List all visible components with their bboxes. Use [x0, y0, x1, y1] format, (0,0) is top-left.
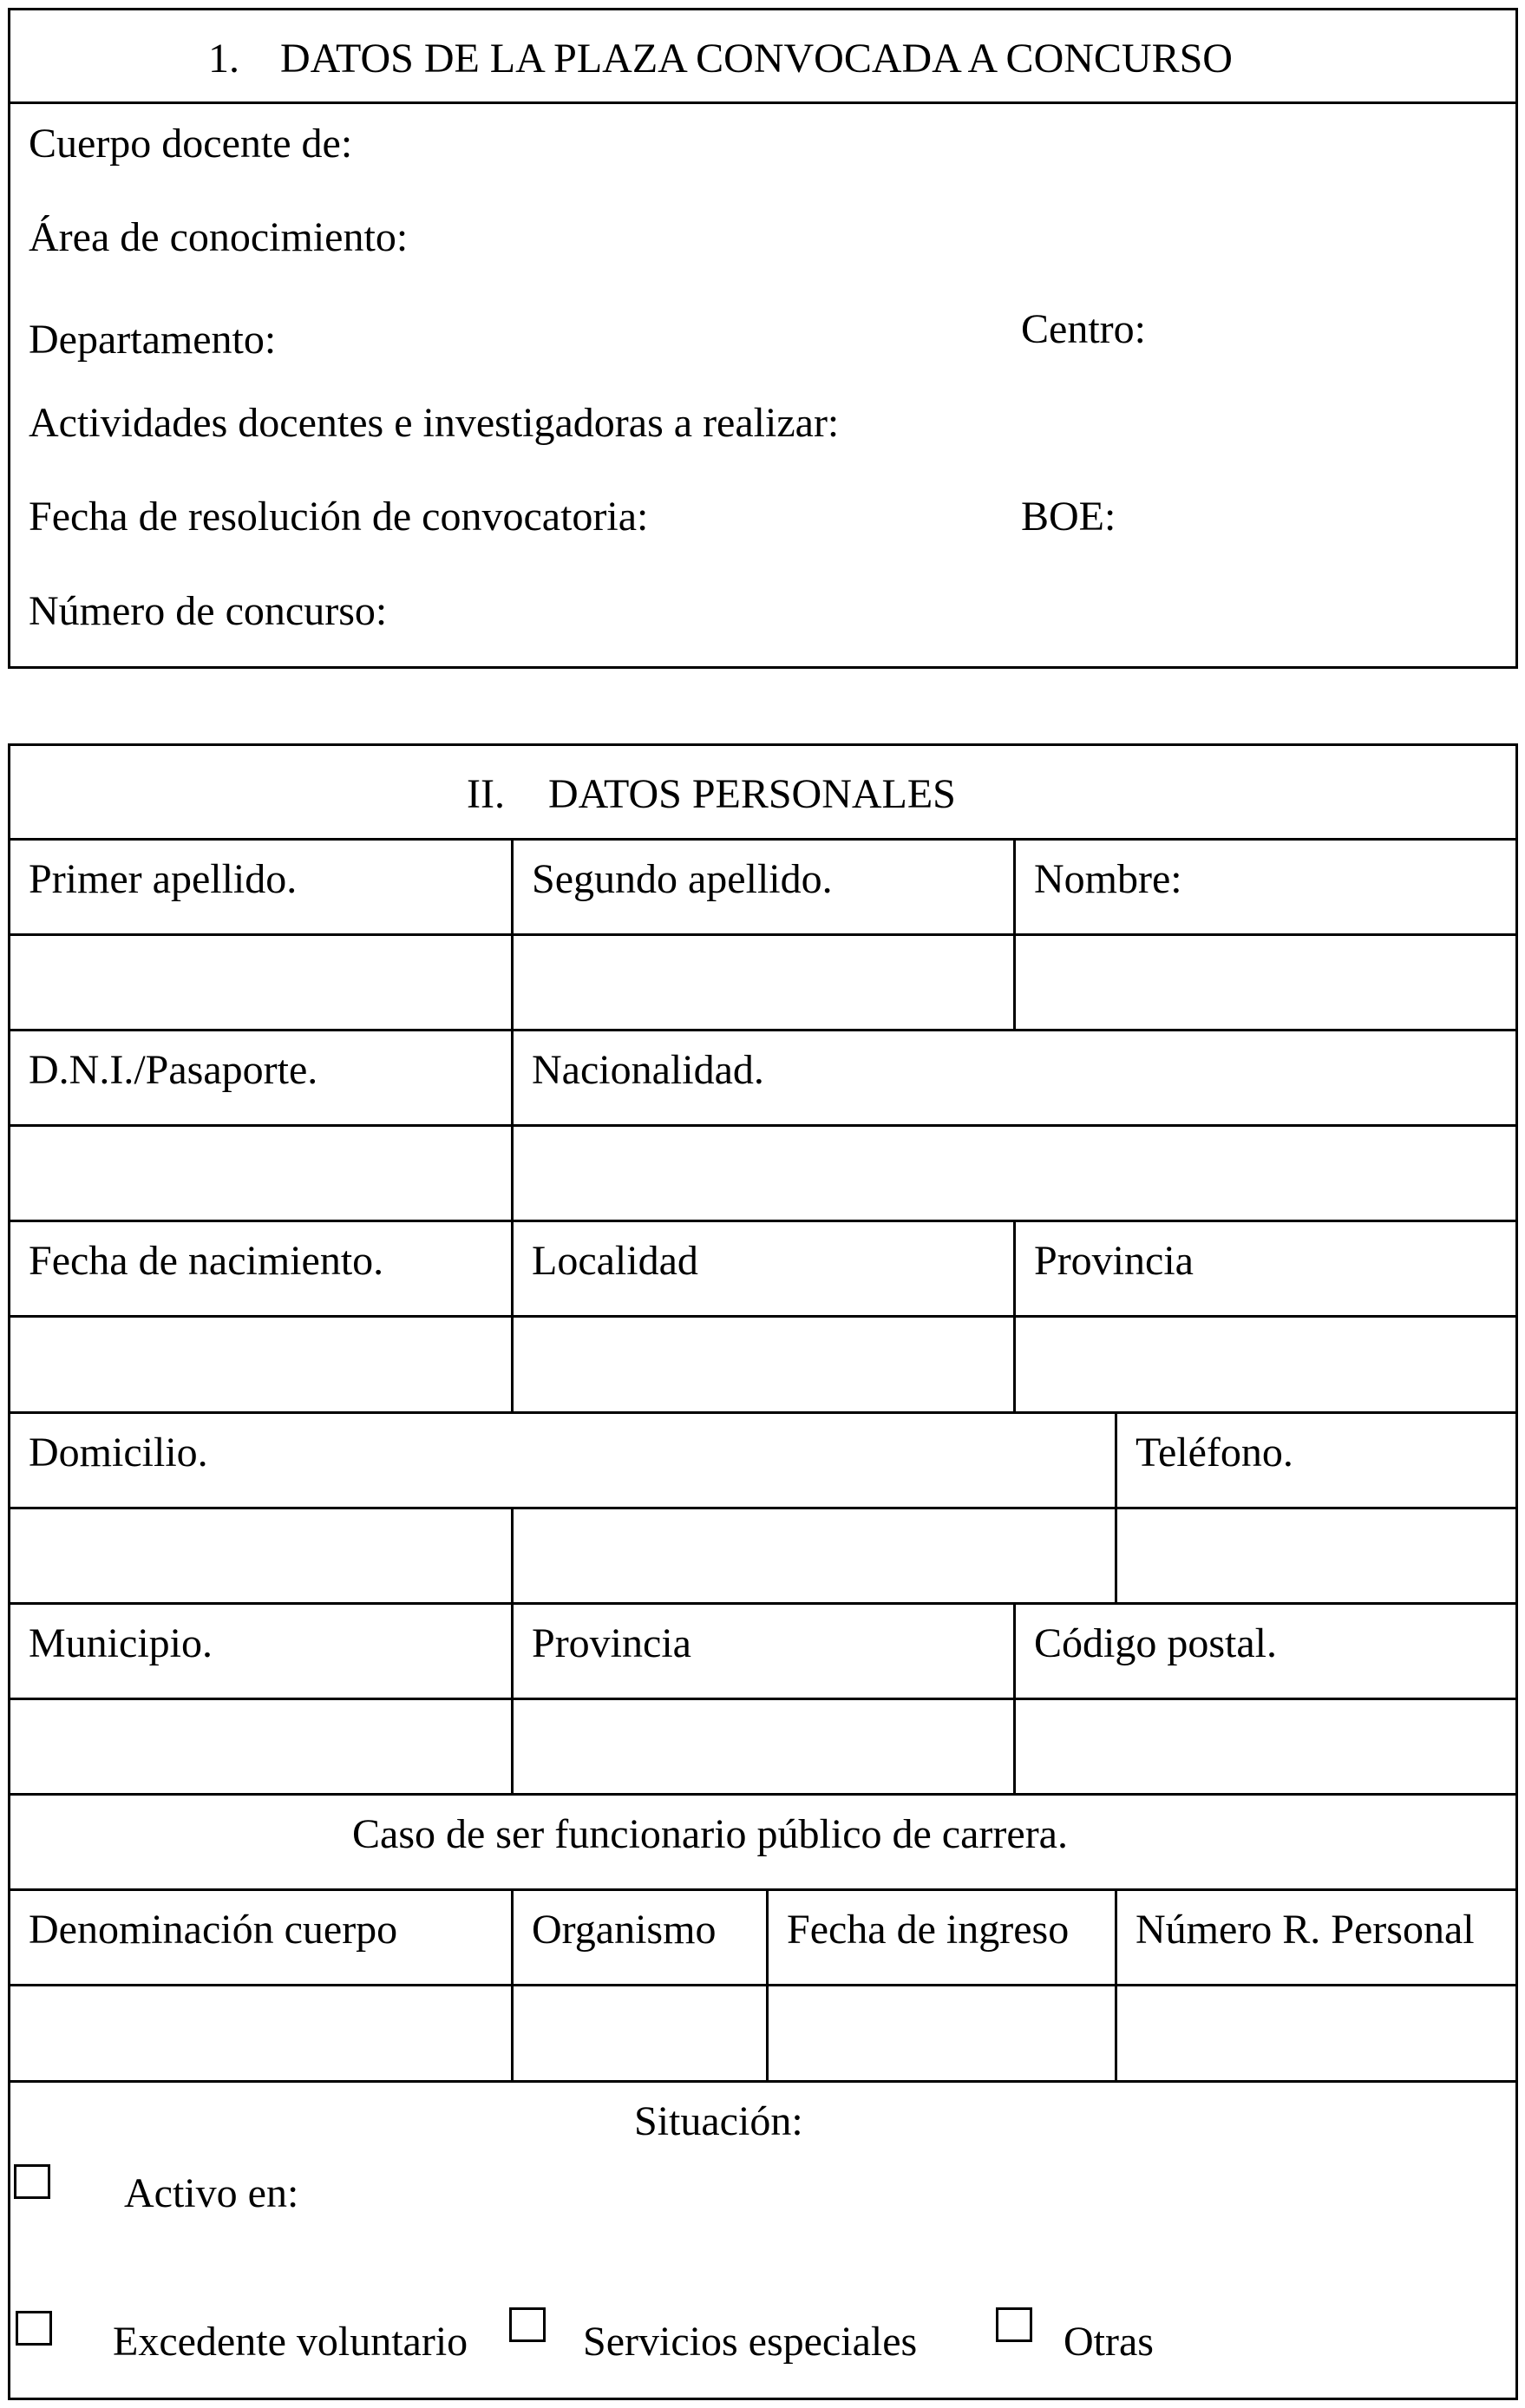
municipio-label: Municipio. [29, 1620, 213, 1666]
col-divider [511, 1507, 514, 1602]
row-divider [8, 933, 1518, 936]
telefono-label: Teléfono. [1136, 1430, 1293, 1476]
departamento-label: Departamento: [29, 317, 277, 363]
col-divider [511, 1602, 514, 1793]
section2-number: II. [467, 771, 505, 817]
row-divider [8, 1220, 1518, 1222]
section1-number: 1. [208, 36, 239, 82]
row-divider [8, 1315, 1518, 1318]
servicios-checkbox[interactable] [509, 2307, 546, 2342]
actividades-label: Actividades docentes e investigadoras a realizar: [29, 400, 840, 446]
col-divider [511, 1888, 514, 2080]
section1-header-divider [8, 101, 1518, 104]
col-divider [511, 838, 514, 1029]
row-divider [8, 2080, 1518, 2083]
activo-checkbox[interactable] [14, 2164, 50, 2199]
col-divider [511, 1220, 514, 1411]
activo-label: Activo en: [124, 2170, 299, 2216]
col-divider [511, 1029, 514, 1220]
numero-registro-label: Número R. Personal [1136, 1907, 1475, 1953]
col-divider [1115, 1411, 1117, 1602]
codigo-postal-label: Código postal. [1034, 1620, 1278, 1666]
area-conocimiento-label: Área de conocimiento: [29, 214, 409, 260]
funcionario-heading: Caso de ser funcionario público de carrera. [352, 1811, 1068, 1857]
row-divider [8, 1984, 1518, 1986]
row-divider [8, 1124, 1518, 1127]
situacion-label: Situación: [634, 2098, 803, 2144]
otras-checkbox[interactable] [996, 2307, 1032, 2342]
col-divider [1013, 1220, 1016, 1411]
col-divider [766, 1888, 769, 2080]
otras-label: Otras [1064, 2319, 1154, 2365]
section1-title: DATOS DE LA PLAZA CONVOCADA A CONCURSO [280, 36, 1233, 82]
excedente-label: Excedente voluntario [113, 2319, 468, 2365]
row-divider [8, 1793, 1518, 1796]
row-divider [8, 1602, 1518, 1605]
cuerpo-docente-label: Cuerpo docente de: [29, 121, 353, 167]
denominacion-cuerpo-label: Denominación cuerpo [29, 1907, 398, 1953]
row-divider [8, 1029, 1518, 1031]
centro-label: Centro: [1021, 306, 1146, 352]
numero-concurso-label: Número de concurso: [29, 588, 388, 634]
nombre-label: Nombre: [1034, 856, 1182, 902]
servicios-label: Servicios especiales [583, 2319, 918, 2365]
fecha-nacimiento-label: Fecha de nacimiento. [29, 1238, 384, 1284]
excedente-checkbox[interactable] [16, 2311, 52, 2346]
provincia-domicilio-label: Provincia [532, 1620, 691, 1666]
dni-label: D.N.I./Pasaporte. [29, 1047, 318, 1093]
boe-label: BOE: [1021, 494, 1116, 540]
fecha-ingreso-label: Fecha de ingreso [787, 1907, 1070, 1953]
col-divider [1013, 1602, 1016, 1793]
localidad-label: Localidad [532, 1238, 698, 1284]
section2-title: DATOS PERSONALES [548, 771, 956, 817]
nacionalidad-label: Nacionalidad. [532, 1047, 764, 1093]
organismo-label: Organismo [532, 1907, 717, 1953]
col-divider [1013, 838, 1016, 1029]
row-divider [8, 1507, 1518, 1509]
primer-apellido-label: Primer apellido. [29, 856, 298, 902]
row-divider [8, 1698, 1518, 1700]
provincia-nacimiento-label: Provincia [1034, 1238, 1194, 1284]
row-divider [8, 1411, 1518, 1414]
fecha-resolucion-label: Fecha de resolución de convocatoria: [29, 494, 649, 540]
col-divider [1115, 1888, 1117, 2080]
row-divider [8, 838, 1518, 841]
section2-box [8, 743, 1518, 2400]
domicilio-label: Domicilio. [29, 1430, 208, 1476]
row-divider [8, 1888, 1518, 1891]
segundo-apellido-label: Segundo apellido. [532, 856, 833, 902]
